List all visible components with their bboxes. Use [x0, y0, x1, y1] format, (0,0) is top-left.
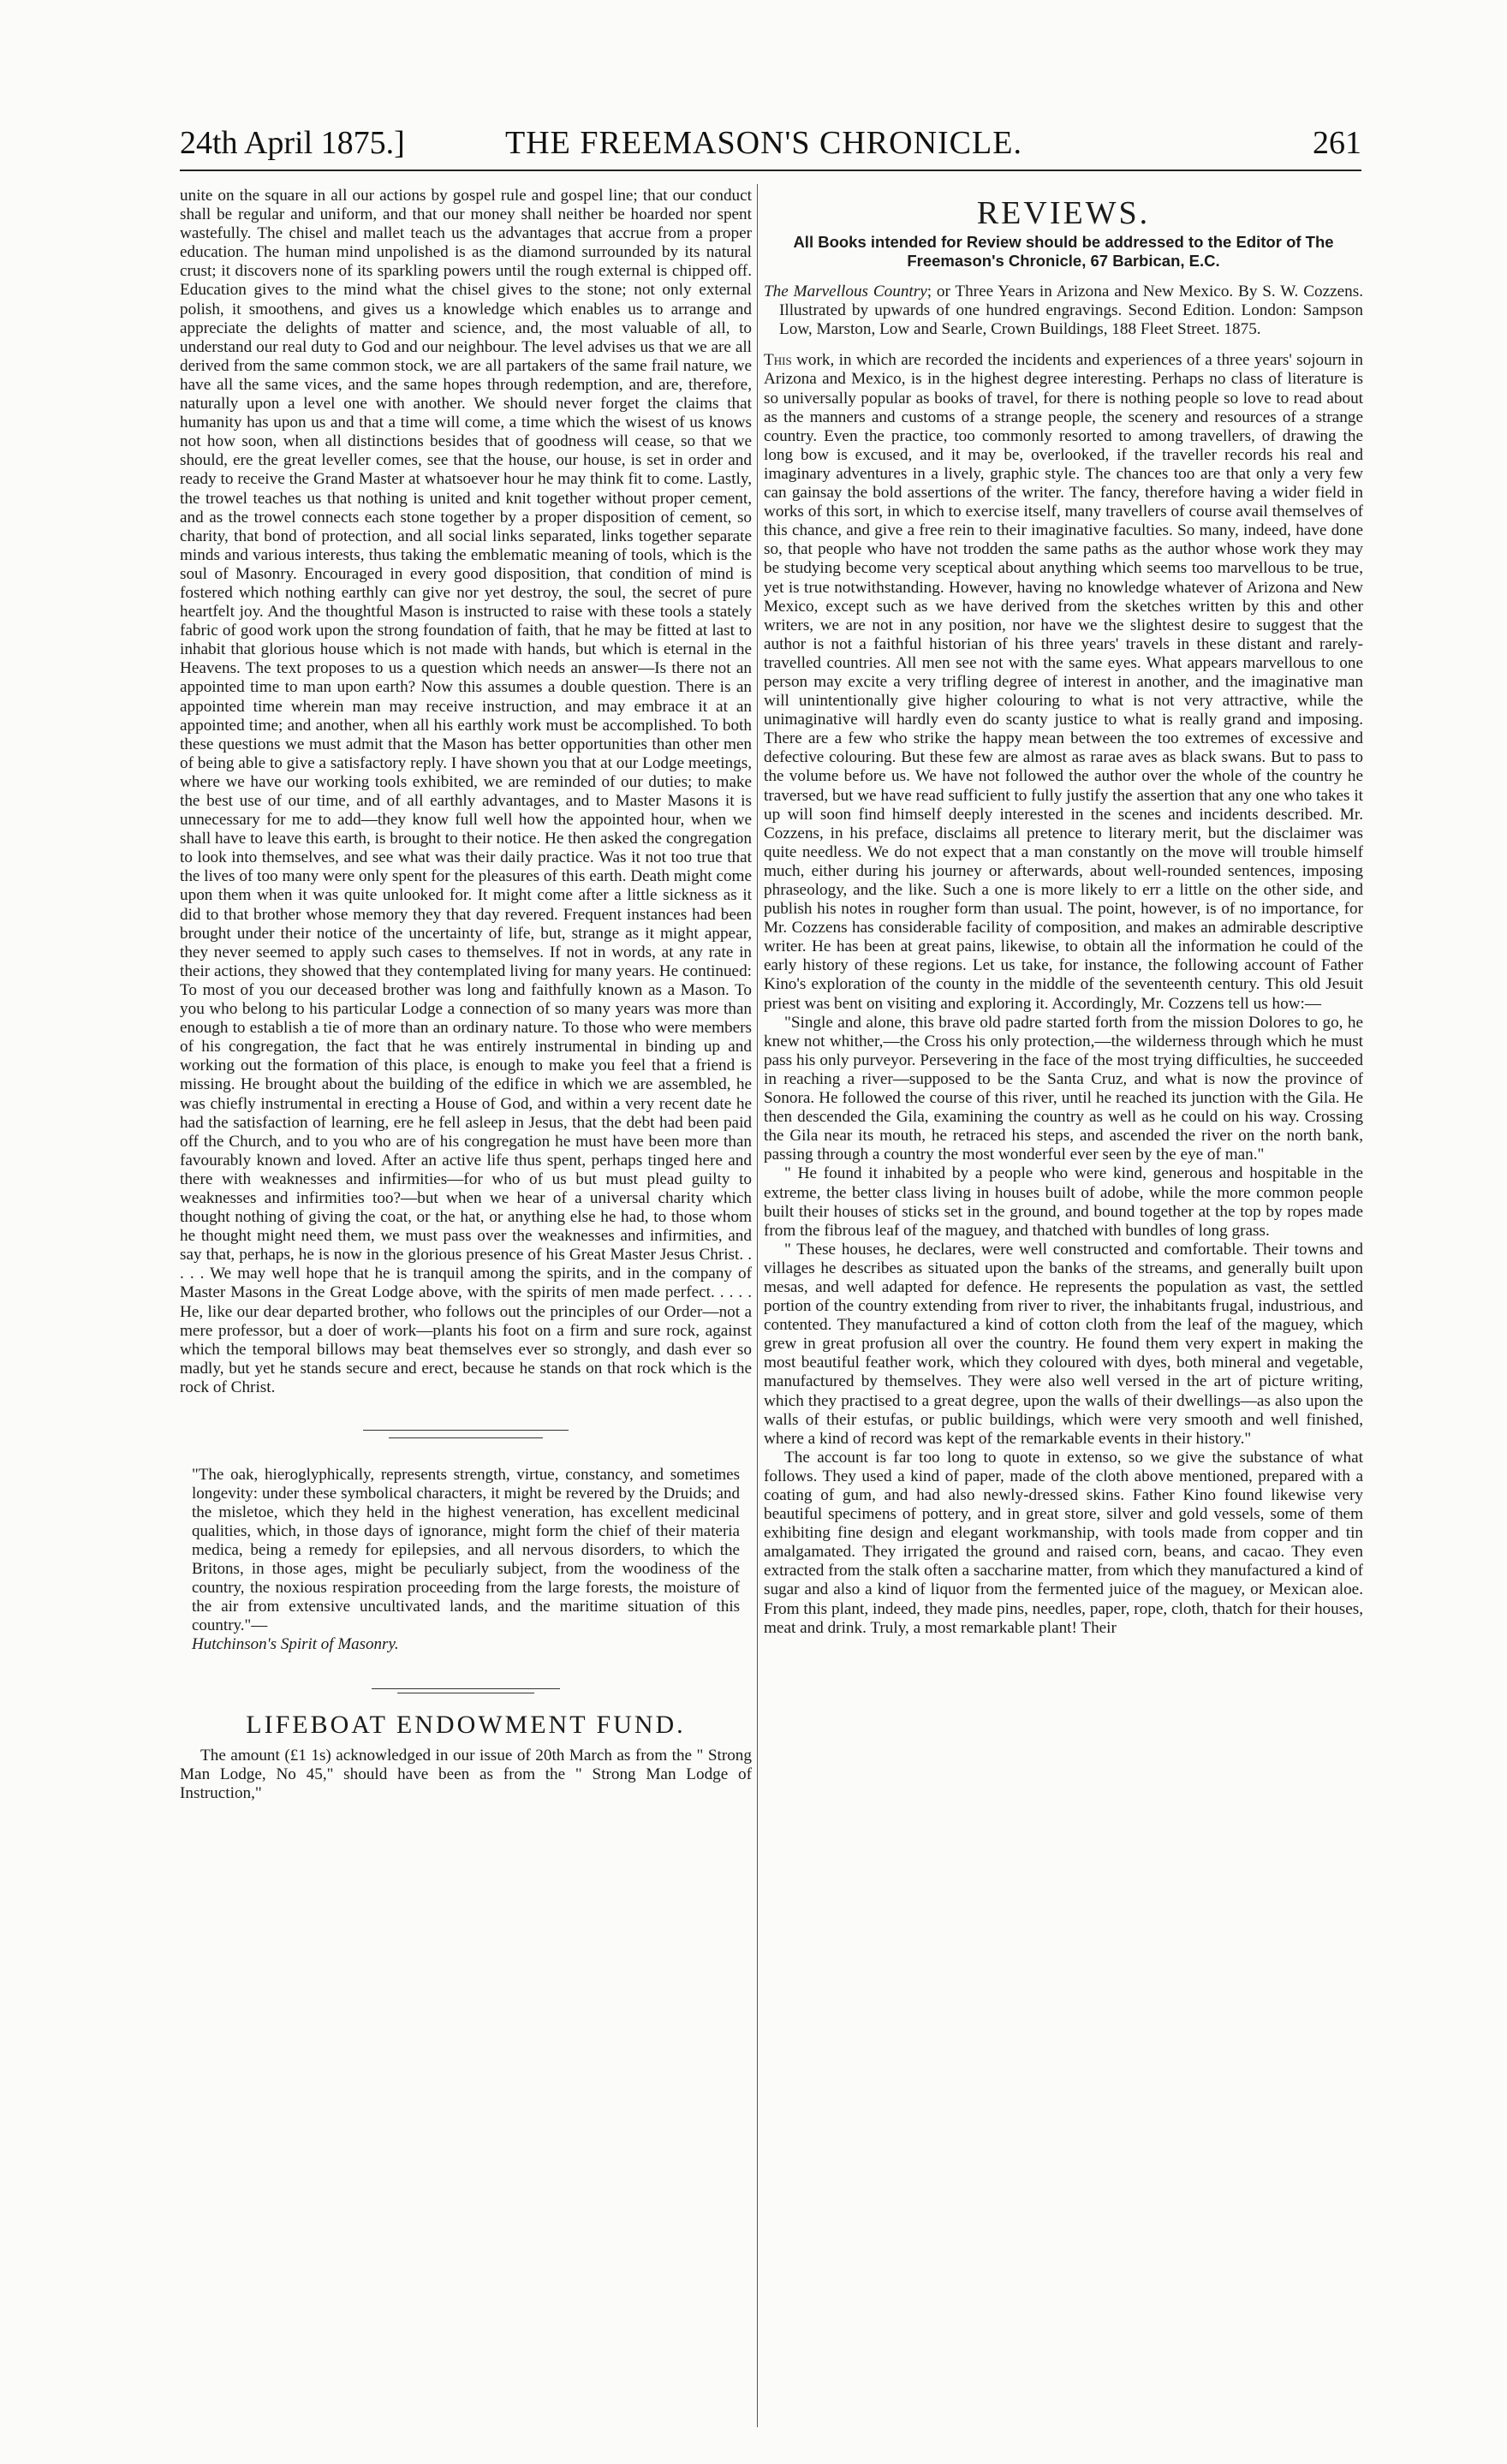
header-rule [180, 170, 1361, 171]
book-details: ; or Three Years in Arizona and New Mexico. By S. W. Cozzens. Illustrated by upwards of one hundred engravings. Second Edition. London: Sampson Low, Marston, Low and Searle, Crown Buildings, 188 Fleet Street. 1875. [779, 283, 1363, 339]
review-notice: All Books intended for Review should be addressed to the Editor of The Freemason's Chronicle, 67 Barbican, E.C. [793, 233, 1334, 271]
page-number: 261 [1313, 125, 1361, 161]
right-column [764, 187, 1363, 1638]
quote-text: "The oak, hieroglyphically, represents strength, virtue, constancy, and sometimes longevity: under these symbolical characters, it might be revered by the Druids; and the misletoe, which they held in the highest veneration, has excellent medicinal qualities, which, in those days of ignorance, might form the chief of their materia medica, being a remedy for epilepsies, and all nervous disorders, to which the Britons, in those ages, might be peculiarly subject, from the woodiness of the country, the noxious respiration proceeding from the large forests, the moisture of the air from extensive uncultivated lands, and the maritime situation of this country."— [192, 1466, 740, 1634]
page-header [180, 124, 1361, 165]
book-entry [764, 283, 1363, 339]
review-paragraph: The account is far too long to quote in extenso, so we give the substance of what follows. They used a kind of paper, made of the cloth above mentioned, prepared with a coating of gum, and had also newly-dressed skins. Father Kino found likewise very beautiful specimens of pottery, and in great store, silver and gold vessels, some of them exhibiting fine design and elegant workmanship, with tools made from copper and tin amalgamated. They irrigated the ground and raised corn, beans, and cacao. They even extracted from the stalk often a saccharine matter, from which they manufactured a kind of sugar and also a kind of liquor from the fermented juice of the maguey, or Mexican aloe. From this plant, indeed, they made pins, needles, paper, rope, cloth, thatch for their houses, meat and drink. Truly, a most remarkable plant! Their [764, 1448, 1363, 1637]
publication-title: THE FREEMASON'S CHRONICLE. [505, 125, 1022, 161]
lifeboat-text: The amount (£1 1s) acknowledged in our issue of 20th March as from the " Strong Man Lodge, No 45," should have been as from the " Strong Man Lodge of Instruction," [180, 1747, 752, 1803]
lifeboat-heading: LIFEBOAT ENDOWMENT FUND. [246, 1711, 686, 1739]
review-paragraph: " He found it inhabited by a people who were kind, generous and hospitable in the extreme, the better class living in houses built of adobe, while the more common people built their houses of sticks set in the ground, and bound together at the top by ropes made from the fibrous leaf of the maguey, and thatched with bundles of long grass. [764, 1164, 1363, 1240]
sermon-text: unite on the square in all our actions by gospel rule and gospel line; that our conduct shall be regular and uniform, and that our money shall neither be hoarded nor spent wastefully. The chisel and mallet teach us the advantages that accrue from a proper education. The human mind unpolished is as the diamond surrounded by its natural crust; it discovers none of its sparkling powers until the rough external is chipped off. Education gives to the mind what the chisel gives to the stone; not only external polish, it smoothens, and gives us a knowledge which enables us to arrange and appreciate the delights of matter and science, and, the most valuable of all, to understand our real duty to God and our neighbour. The level advises us that we are all derived from the same common stock, we are all partakers of the same frail nature, we have all the same vices, and the same hopes through redemption, and are, therefore, naturally upon a level one with another. We should never forget the claims that humanity has upon us and that a time will come, a time which the wisest of us knows not how soon, when all distinctions besides that of goodness will cease, so that we should, ere the great leveller comes, see that the house, our house, is set in order and ready to receive the Grand Master at whatsoever hour he may think fit to come. Lastly, the trowel teaches us that nothing is united and knit together without proper cement, and as the trowel connects each stone together by a proper disposition of cement, so charity, that bond of protection, and all social links separated, links together separate minds and various interests, thus taking the emblematic meaning of tools, which is the soul of Masonry. Encouraged in every good disposition, that condition of mind is fostered which nothing earthly can give nor yet destroy, the soul, the secret of pure heartfelt joy. And the thoughtful Mason is instructed to raise with these tools a stately fabric of good work upon the strong foundation of faith, that he may be fitted at last to inhabit that glorious house which is not made with hands, but which is eternal in the Heavens. The text proposes to us a question which needs an answer—Is there not an appointed time to man upon earth? Now this assumes a double question. There is an appointed time wherein man may receive instruction, and may embrace it at an appointed time; and another, when all his earthly work must be accomplished. To both these questions we must admit that the Mason has better opportunities than other men of being able to give a satisfactory reply. I have shown you that at our Lodge meetings, where we have our working tools exhibited, we are reminded of our duties; to make the best use of our time, and of all earthly advantages, and to Master Masons it is unnecessary for me to add—they know full well how the appointed hour, when we shall have to leave this earth, is brought to their notice. He then asked the congregation to look into themselves, and see what was their daily practice. Was it not too true that the lives of too many were only spent for the pleasures of this earth. Death might come upon them when it was quite unlooked for. It might come after a little sickness as it did to that brother whose memory they that day revered. Frequent instances had been brought under their notice of the uncertainty of life, but, strange as it might appear, they never seemed to apply such cases to themselves. If not in words, at any rate in their actions, they showed that they contemplated living for many years. He continued: To most of you our deceased brother was long and faithfully known as a Mason. To you who belong to his particular Lodge a connection of so many years was more than enough to establish a tie of more than an ordinary nature. To those who were members of his congregation, the fact that he was entirely instrumental in binding up and working out the formation of this place, is enough to make you feel that a friend is missing. He brought about the building of the edifice in which we are assembled, he was chiefly instrumental in erecting a House of God, and within a very recent date he had the satisfaction of learning, ere he fell asleep in Jesus, that the debt had been paid off the Church, and to you who are of his congregation he must have been more than favourably known and loved. After an active life thus spent, perhaps tinged here and there with weaknesses and infirmities—for who of us but must plead guilty to weaknesses and infirmities too?—but when we hear of a universal charity which thought nothing of giving the coat, or the hat, or anything else he had, to those whom he thought might need them, we must pass over the weaknesses and infirmities, and say that, perhaps, he is now in the glorious presence of his Great Master Jesus Christ. . . . . We may well hope that he is tranquil among the spirits, and in the company of Master Masons in the Great Lodge above, with the spirits of men made perfect. . . . . He, like our dear departed brother, who follows out the principles of our Order—not a mere professor, but a doer of work—plants his foot on a firm and sure rock, against which the temporal billows may beat themselves ever so strongly, and dash ever so madly, but yet he stands secure and erect, because he stands on that rock which is the rock of Christ. [180, 187, 752, 1396]
review-body: work, in which are recorded the incidents and experiences of a three years' sojourn in Arizona and Mexico, is in the highest degree interesting. Perhaps no class of literature is so universally popular as books of travel, for there is nothing people so love to read about as the manners and customs of a strange people, the scenery and resources of a strange country. Even the practice, too commonly resorted to among travellers, of drawing the long bow is excused, and it may be, overlooked, if the traveller records his real and imaginary adventures in a lively, graphic style. The chances too are that only a very few can gainsay the bold assertions of the writer. The fancy, therefore having a wider field in works of this sort, in which to exercise itself, many travellers of course avail themselves of this chance, and give a free rein to their imaginative faculties. So many, indeed, have done so, that people who have not trodden the same paths as the author whose work they may be studying become very sceptical about anything which seems too marvellous to be true, yet is true notwithstanding. However, having no knowledge whatever of Arizona and New Mexico, except such as we have derived from the sketches written by this and other writers, we are not in any position, nor have we the slightest desire to suggest that the author is not a faithful historian of his three years' travels in these distant and rarely-travelled countries. All men see not with the same eyes. What appears marvellous to one person may excite a very trifling degree of interest in another, and the imaginative man will unintentionally give higher colouring to what is not very attractive, while the unimaginative will hardly even do scanty justice to what is really grand and imposing. There are a few who strike the happy mean between the too extremes of excessive and defective colouring. But these few are almost as rarae aves as black swans. But to pass to the volume before us. We have not followed the author over the whole of the country he traversed, but we have read sufficient to fully justify the assertion that any one who takes it up will soon find himself deeply interested in the scenes and incidents described. Mr. Cozzens, in his preface, disclaims all pretence to literary merit, but the disclaimer was quite needless. We do not expect that a man constantly on the move will trouble himself much, either during his journey or afterwards, about well-rounded sentences, imposing phraseology, and the like. Such a one is more likely to err a little on the other side, and publish his notes in rougher form than usual. The point, however, is of no importance, for Mr. Cozzens has considerable facility of composition, and makes an admirable descriptive writer. He has been at great pains, likewise, to obtain all the information he could of the early history of these regions. Let us take, for instance, the following account of Father Kino's exploration of the county in the middle of the seventeenth century. This old Jesuit priest was bent on visiting and exploring it. Accordingly, Mr. Cozzens tell us how:— [764, 351, 1364, 1013]
left-column [180, 187, 752, 1803]
review-paragraph: " These houses, he declares, were well constructed and comfortable. Their towns and villages he describes as situated upon the banks of the streams, and generally built upon mesas, and well adapted for defence. He represents the population as vast, the settled portion of the country extending from river to river, the inhabitants frugal, industrious, and contented. They manufactured a kind of cotton cloth from the leaf of the maguey, which grew in great profusion all over the country. He found them very expert in making the most beautiful feather work, which they coloured with dyes, both mineral and vegetable, manufactured by themselves. They were also well versed in the art of picture writing, which they practised to a great degree, upon the walls of their dwellings—as also upon the walls of their estufas, or public buildings, which were very smooth and well finished, where a kind of record was kept of the remarkable events in their history." [764, 1240, 1363, 1448]
quote-source: Hutchinson's Spirit of Masonry. [192, 1635, 399, 1653]
review-paragraph: "Single and alone, this brave old padre started forth from the mission Dolores to go, he knew not whither,—the Cross his only protection,—the wilderness through which he must pass his only purveyor. Persevering in the face of the most trying difficulties, he succeeded in reaching a river—supposed to be the Santa Cruz, and what is now the province of Sonora. He followed the course of this river, until he reached its junction with the Gila. He then descended the Gila, examining the country as well as he could on his way. Crossing the Gila near its mouth, he retraced his steps, and ascended the river on the north bank, passing through a country the most wonderful ever seen by the eye of man." [764, 1013, 1363, 1164]
issue-date: 24th April 1875.] [180, 125, 405, 161]
book-title: The Marvellous Country [764, 283, 927, 301]
section-divider [363, 1430, 569, 1431]
review-paragraph [764, 351, 1363, 1013]
review-lead-word: This [764, 351, 792, 370]
section-divider [372, 1688, 560, 1689]
reviews-heading: REVIEWS. [976, 195, 1151, 231]
section-divider [389, 1437, 543, 1438]
column-divider [757, 184, 758, 2427]
masonry-quote [180, 1466, 752, 1654]
